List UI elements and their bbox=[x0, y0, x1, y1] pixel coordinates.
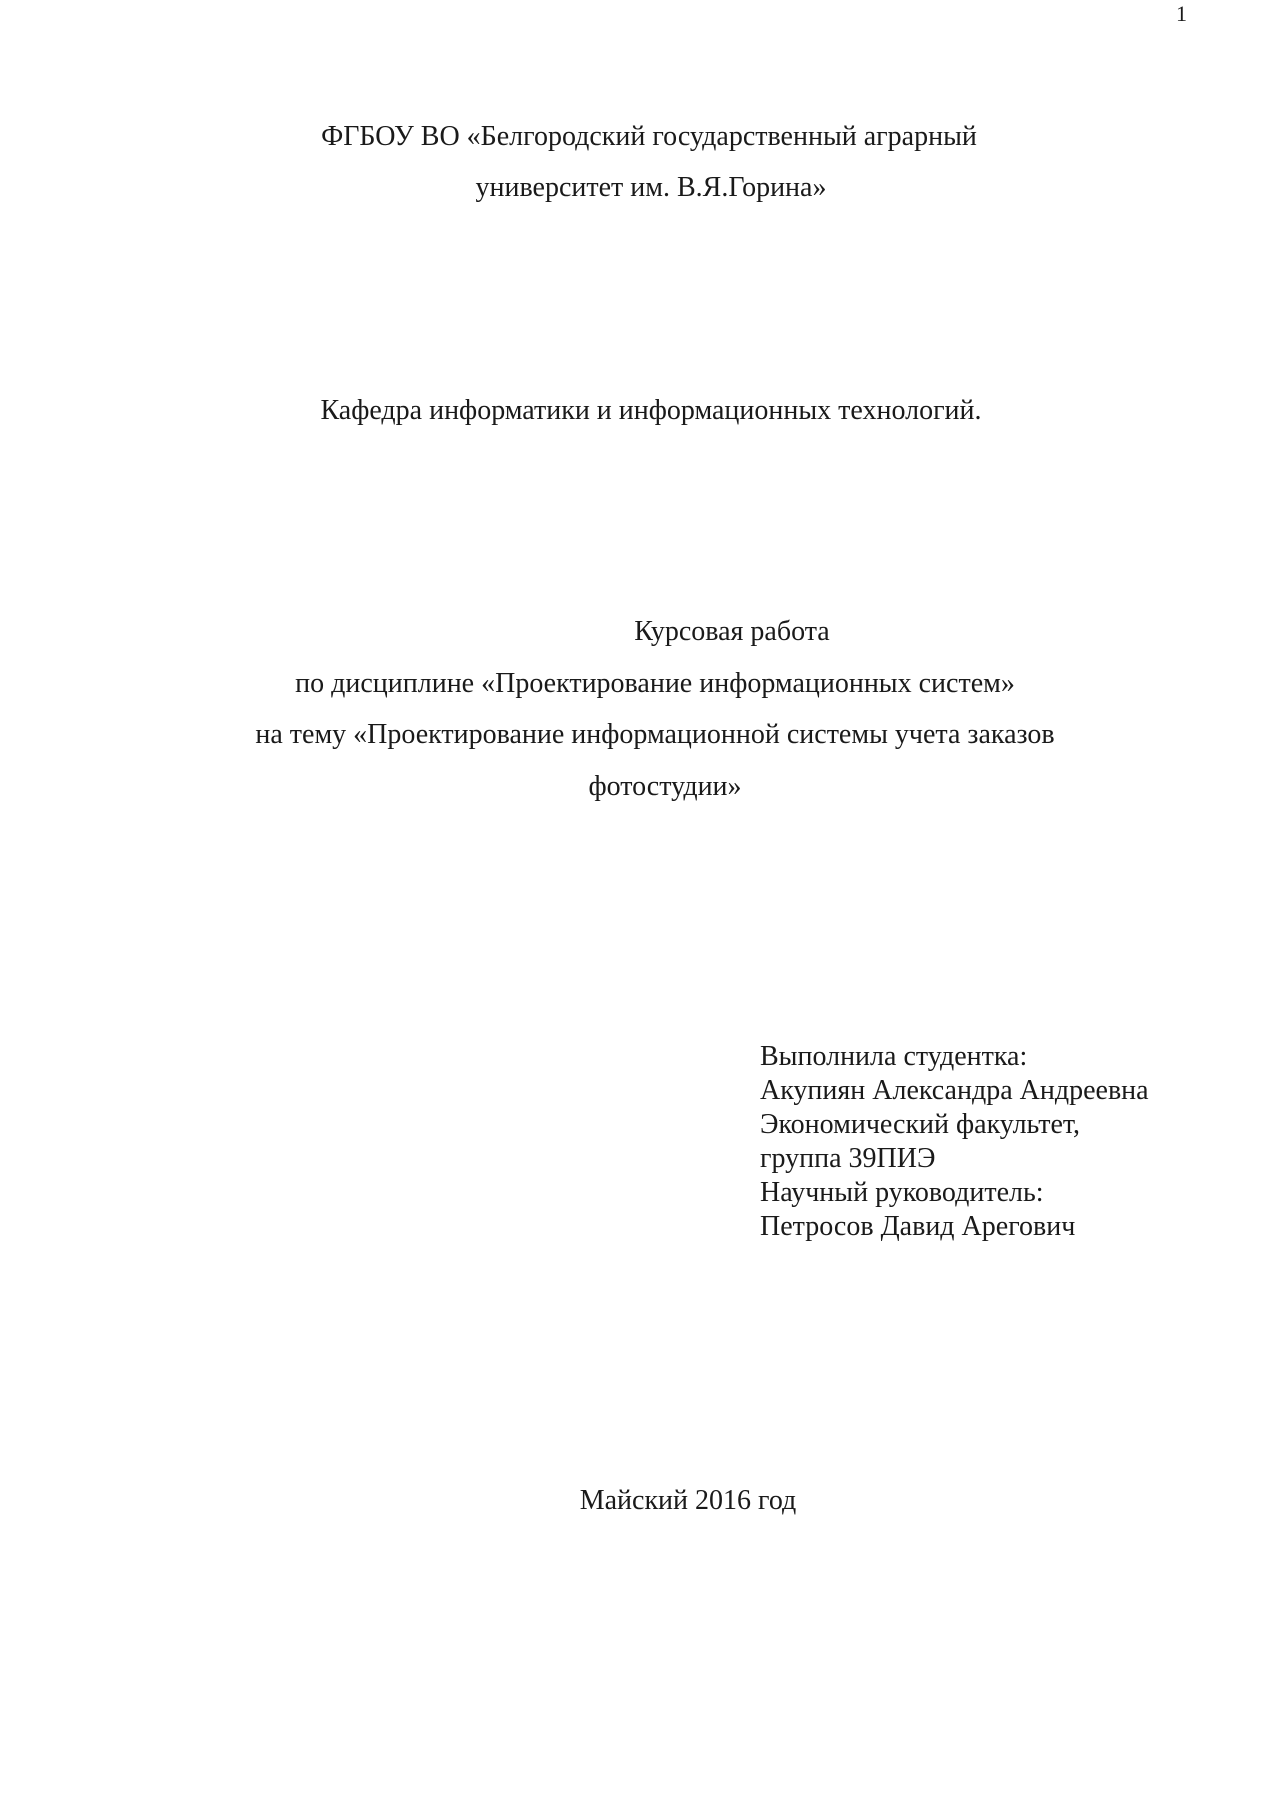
author-info-line: Экономический факультет, bbox=[760, 1109, 1081, 1140]
author-info-line: Петросов Давид Арегович bbox=[760, 1211, 1076, 1242]
work-discipline: по дисциплине «Проектирование информационных систем» bbox=[295, 668, 1015, 699]
institution-line-2: университет им. В.Я.Горина» bbox=[475, 172, 827, 203]
footer-place-year: Майский 2016 год bbox=[579, 1485, 797, 1516]
institution-line-1: ФГБОУ ВО «Белгородский государственный аграрный bbox=[321, 121, 977, 152]
author-info-line: группа 39ПИЭ bbox=[760, 1143, 936, 1174]
department-title: Кафедра информатики и информационных технологий. bbox=[320, 395, 982, 426]
work-type: Курсовая работа bbox=[634, 616, 830, 647]
author-info-line: Выполнила студентка: bbox=[760, 1041, 1028, 1072]
author-info-line: Акупиян Александра Андреевна bbox=[760, 1075, 1149, 1106]
work-topic-line-1: на тему «Проектирование информационной системы учета заказов bbox=[255, 719, 1055, 750]
work-topic-line-2: фотостудии» bbox=[588, 771, 742, 802]
author-info-line: Научный руководитель: bbox=[760, 1177, 1044, 1208]
author-info-block bbox=[760, 1040, 1149, 1244]
page-number: 1 bbox=[1176, 1, 1187, 26]
